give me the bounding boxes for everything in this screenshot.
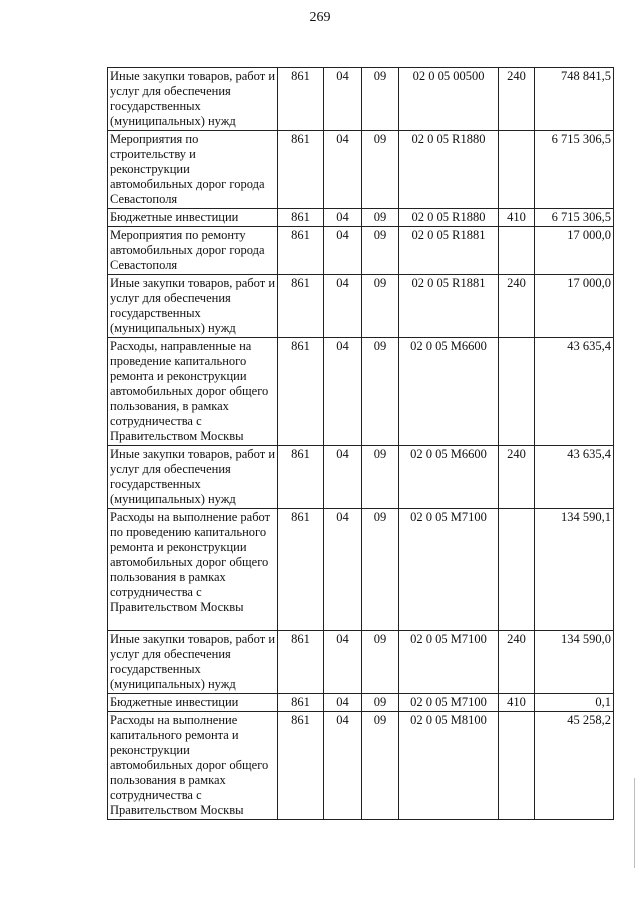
cell-expense-type: 410 (499, 209, 535, 227)
cell-section: 04 (324, 227, 362, 275)
cell-subsection: 09 (362, 68, 399, 131)
cell-target-article: 02 0 05 M7100 (399, 631, 499, 694)
cell-amount: 748 841,5 (535, 68, 614, 131)
table-row (108, 446, 614, 509)
cell-section: 04 (324, 338, 362, 446)
cell-expense-type (499, 131, 535, 209)
table-body (108, 68, 614, 820)
cell-amount: 43 635,4 (535, 446, 614, 509)
cell-amount: 6 715 306,5 (535, 209, 614, 227)
cell-amount: 134 590,1 (535, 509, 614, 631)
cell-section: 04 (324, 712, 362, 820)
cell-expense-type: 240 (499, 446, 535, 509)
cell-target-article: 02 0 05 00500 (399, 68, 499, 131)
table-row (108, 209, 614, 227)
cell-target-article: 02 0 05 R1880 (399, 209, 499, 227)
cell-expense-type: 410 (499, 694, 535, 712)
cell-expense-type (499, 338, 535, 446)
cell-target-article: 02 0 05 M7100 (399, 694, 499, 712)
cell-grbs: 861 (278, 227, 324, 275)
cell-section: 04 (324, 694, 362, 712)
cell-name: Мероприятия по ремонту автомобильных дорог города Севастополя (108, 227, 278, 275)
cell-expense-type (499, 712, 535, 820)
cell-subsection: 09 (362, 712, 399, 820)
table-row (108, 509, 614, 631)
cell-subsection: 09 (362, 509, 399, 631)
cell-subsection: 09 (362, 131, 399, 209)
cell-amount: 45 258,2 (535, 712, 614, 820)
table-row (108, 631, 614, 694)
table-row (108, 275, 614, 338)
cell-subsection: 09 (362, 631, 399, 694)
cell-subsection: 09 (362, 446, 399, 509)
cell-section: 04 (324, 631, 362, 694)
margin-scan-line (634, 778, 635, 868)
cell-subsection: 09 (362, 227, 399, 275)
cell-name: Расходы на выполнение капитального ремонта и реконструкции автомобильных дорог общего пользования в рамках сотрудничества с Правительством Москвы (108, 712, 278, 820)
cell-grbs: 861 (278, 131, 324, 209)
cell-name: Расходы, направленные на проведение капитального ремонта и реконструкции автомобильных дорог общего пользования, в рамках сотрудничества с Правительством Москвы (108, 338, 278, 446)
cell-section: 04 (324, 509, 362, 631)
table-row (108, 68, 614, 131)
cell-target-article: 02 0 05 R1881 (399, 227, 499, 275)
cell-expense-type (499, 227, 535, 275)
cell-grbs: 861 (278, 509, 324, 631)
cell-section: 04 (324, 131, 362, 209)
cell-grbs: 861 (278, 209, 324, 227)
cell-name: Бюджетные инвестиции (108, 694, 278, 712)
cell-grbs: 861 (278, 446, 324, 509)
cell-section: 04 (324, 275, 362, 338)
cell-expense-type: 240 (499, 275, 535, 338)
cell-grbs: 861 (278, 275, 324, 338)
cell-target-article: 02 0 05 R1881 (399, 275, 499, 338)
cell-target-article: 02 0 05 R1880 (399, 131, 499, 209)
table-row (108, 694, 614, 712)
cell-grbs: 861 (278, 694, 324, 712)
cell-grbs: 861 (278, 338, 324, 446)
table-row (108, 131, 614, 209)
cell-amount: 6 715 306,5 (535, 131, 614, 209)
cell-subsection: 09 (362, 338, 399, 446)
cell-expense-type: 240 (499, 68, 535, 131)
cell-name: Иные закупки товаров, работ и услуг для обеспечения государственных (муниципальных) нужд (108, 446, 278, 509)
cell-amount: 0,1 (535, 694, 614, 712)
table-row (108, 338, 614, 446)
cell-grbs: 861 (278, 712, 324, 820)
table-row (108, 712, 614, 820)
cell-amount: 17 000,0 (535, 227, 614, 275)
cell-name: Иные закупки товаров, работ и услуг для обеспечения государственных (муниципальных) нужд (108, 631, 278, 694)
table-row (108, 227, 614, 275)
cell-section: 04 (324, 446, 362, 509)
cell-expense-type: 240 (499, 631, 535, 694)
cell-target-article: 02 0 05 M7100 (399, 509, 499, 631)
page-number: 269 (309, 10, 331, 25)
cell-amount: 43 635,4 (535, 338, 614, 446)
cell-name: Иные закупки товаров, работ и услуг для обеспечения государственных (муниципальных) нужд (108, 68, 278, 131)
cell-expense-type (499, 509, 535, 631)
cell-target-article: 02 0 05 M6600 (399, 446, 499, 509)
cell-subsection: 09 (362, 209, 399, 227)
cell-name: Мероприятия по строительству и реконструкции автомобильных дорог города Севастополя (108, 131, 278, 209)
cell-grbs: 861 (278, 68, 324, 131)
cell-grbs: 861 (278, 631, 324, 694)
cell-target-article: 02 0 05 M8100 (399, 712, 499, 820)
cell-name: Иные закупки товаров, работ и услуг для обеспечения государственных (муниципальных) нужд (108, 275, 278, 338)
cell-section: 04 (324, 209, 362, 227)
budget-table (107, 67, 614, 820)
cell-target-article: 02 0 05 M6600 (399, 338, 499, 446)
cell-subsection: 09 (362, 694, 399, 712)
cell-amount: 17 000,0 (535, 275, 614, 338)
cell-name: Расходы на выполнение работ по проведению капитального ремонта и реконструкции автомобильных дорог общего пользования в рамках сотрудничества с Правительством Москвы (108, 509, 278, 631)
cell-subsection: 09 (362, 275, 399, 338)
cell-amount: 134 590,0 (535, 631, 614, 694)
cell-name: Бюджетные инвестиции (108, 209, 278, 227)
cell-section: 04 (324, 68, 362, 131)
